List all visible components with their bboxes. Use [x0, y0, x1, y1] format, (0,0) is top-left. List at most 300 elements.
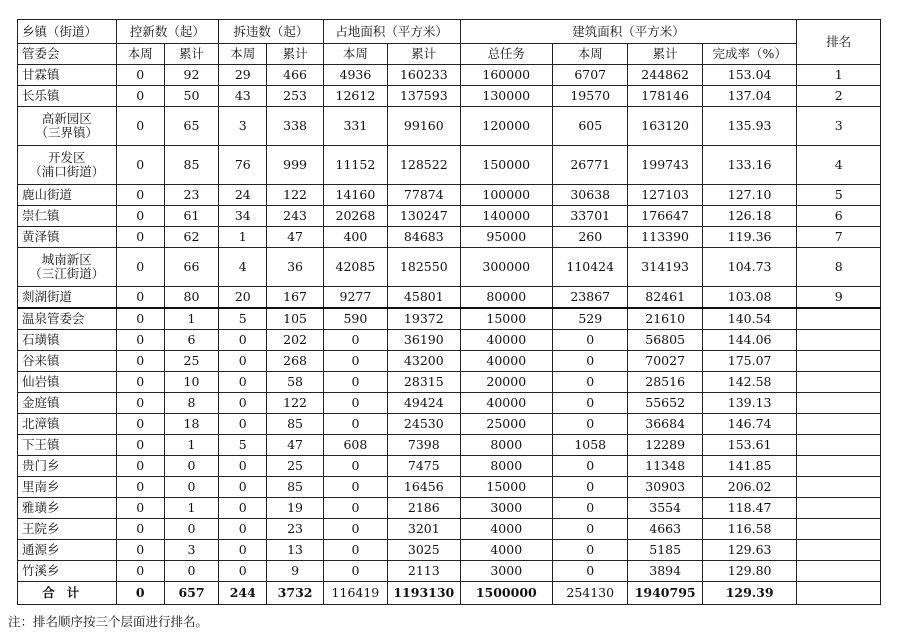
town-name-line: 金庭镇	[22, 395, 60, 410]
cell-cn-w: 0	[116, 248, 164, 287]
cell-dm-w: 0	[219, 456, 267, 477]
cell-ba-c: 127103	[628, 185, 702, 206]
cell-task: 140000	[460, 206, 553, 227]
town-name-line: 通源乡	[22, 542, 60, 557]
cell-rank: 9	[797, 287, 881, 309]
cell-la-c: 7398	[388, 435, 460, 456]
table-row	[18, 519, 881, 540]
cell-dm-w: 0	[219, 540, 267, 561]
cell-cn-c: 10	[164, 372, 218, 393]
table-body	[18, 65, 881, 582]
cell-rate: 139.13	[702, 393, 797, 414]
cell-cn-w: 0	[116, 227, 164, 248]
table-row	[18, 477, 881, 498]
cell-task: 3000	[460, 498, 553, 519]
header-week: 本周	[219, 44, 267, 65]
town-name	[18, 330, 117, 351]
cell-task: 150000	[460, 146, 553, 185]
cell-ba-w: 260	[553, 227, 628, 248]
header-week: 本周	[323, 44, 387, 65]
cell-la-c: 3201	[388, 519, 460, 540]
cell-ba-w: 605	[553, 107, 628, 146]
header-row-1	[18, 20, 881, 44]
town-name	[18, 351, 117, 372]
total-cn-cum: 657	[164, 582, 218, 605]
cell-la-c: 36190	[388, 330, 460, 351]
cell-cn-c: 65	[164, 107, 218, 146]
table-row	[18, 540, 881, 561]
cell-la-c: 16456	[388, 477, 460, 498]
header-completion-rate: 完成率（%）	[702, 44, 797, 65]
cell-task: 8000	[460, 456, 553, 477]
total-la-cum: 1193130	[388, 582, 460, 605]
cell-task: 100000	[460, 185, 553, 206]
cell-la-c: 19372	[388, 308, 460, 330]
cell-la-w: 42085	[323, 248, 387, 287]
cell-cn-w: 0	[116, 146, 164, 185]
cell-task: 15000	[460, 308, 553, 330]
town-name	[18, 519, 117, 540]
cell-cn-c: 61	[164, 206, 218, 227]
town-name	[18, 561, 117, 582]
town-name	[18, 227, 117, 248]
town-name-line: 黄泽镇	[22, 229, 60, 244]
town-name-line: （浦口街道）	[29, 164, 105, 179]
cell-task: 300000	[460, 248, 553, 287]
cell-dm-c: 85	[267, 477, 323, 498]
cell-ba-c: 70027	[628, 351, 702, 372]
cell-la-c: 2113	[388, 561, 460, 582]
table-row	[18, 351, 881, 372]
cell-cn-c: 25	[164, 351, 218, 372]
cell-cn-w: 0	[116, 372, 164, 393]
cell-dm-w: 76	[219, 146, 267, 185]
cell-ba-c: 113390	[628, 227, 702, 248]
cell-rank: 8	[797, 248, 881, 287]
cell-ba-c: 199743	[628, 146, 702, 185]
cell-cn-c: 0	[164, 477, 218, 498]
cell-task: 40000	[460, 330, 553, 351]
cell-cn-w: 0	[116, 65, 164, 86]
town-name-line: 谷来镇	[22, 353, 60, 368]
cell-ba-c: 12289	[628, 435, 702, 456]
cell-task: 40000	[460, 351, 553, 372]
cell-dm-w: 0	[219, 414, 267, 435]
cell-dm-w: 0	[219, 561, 267, 582]
town-name-line: 崇仁镇	[22, 208, 60, 223]
header-land-area: 占地面积（平方米）	[323, 20, 460, 44]
footnote: 注：排名顺序按三个层面进行排名。	[8, 614, 209, 629]
cell-la-c: 128522	[388, 146, 460, 185]
town-name-line: 里南乡	[22, 479, 60, 494]
cell-cn-c: 0	[164, 456, 218, 477]
cell-la-c: 130247	[388, 206, 460, 227]
cell-la-w: 0	[323, 372, 387, 393]
cell-cn-w: 0	[116, 477, 164, 498]
cell-dm-c: 338	[267, 107, 323, 146]
cell-ba-c: 55652	[628, 393, 702, 414]
town-name-line: （三界镇）	[35, 125, 99, 140]
cell-la-w: 0	[323, 477, 387, 498]
header-town-2: 管委会	[18, 44, 117, 65]
cell-rank	[797, 435, 881, 456]
cell-rank	[797, 330, 881, 351]
cell-la-c: 182550	[388, 248, 460, 287]
cell-dm-c: 85	[267, 414, 323, 435]
table-row	[18, 107, 881, 146]
cell-task: 25000	[460, 414, 553, 435]
cell-ba-w: 0	[553, 477, 628, 498]
cell-cn-w: 0	[116, 330, 164, 351]
cell-la-w: 400	[323, 227, 387, 248]
town-name-line: 竹溪乡	[22, 563, 60, 578]
town-name	[18, 185, 117, 206]
cell-dm-w: 34	[219, 206, 267, 227]
total-rate: 129.39	[702, 582, 797, 605]
cell-cn-w: 0	[116, 287, 164, 309]
cell-ba-w: 30638	[553, 185, 628, 206]
cell-dm-w: 1	[219, 227, 267, 248]
cell-la-c: 24530	[388, 414, 460, 435]
cell-la-w: 4936	[323, 65, 387, 86]
total-row	[18, 582, 881, 605]
cell-ba-c: 314193	[628, 248, 702, 287]
cell-la-w: 14160	[323, 185, 387, 206]
cell-la-c: 99160	[388, 107, 460, 146]
cell-task: 95000	[460, 227, 553, 248]
cell-cn-w: 0	[116, 498, 164, 519]
cell-rate: 118.47	[702, 498, 797, 519]
cell-task: 4000	[460, 540, 553, 561]
cell-cn-w: 0	[116, 185, 164, 206]
cell-ba-c: 3554	[628, 498, 702, 519]
town-name-line: 开发区	[48, 150, 86, 165]
cell-ba-c: 178146	[628, 86, 702, 107]
town-name	[18, 107, 117, 146]
town-name-line: 贵门乡	[22, 458, 60, 473]
cell-rate: 129.80	[702, 561, 797, 582]
cell-ba-w: 0	[553, 540, 628, 561]
cell-rate: 135.93	[702, 107, 797, 146]
cell-la-w: 0	[323, 393, 387, 414]
cell-rate: 141.85	[702, 456, 797, 477]
town-name	[18, 65, 117, 86]
cell-la-w: 0	[323, 561, 387, 582]
cell-rate: 127.10	[702, 185, 797, 206]
cell-dm-w: 0	[219, 393, 267, 414]
table-row	[18, 435, 881, 456]
town-name	[18, 206, 117, 227]
cell-cn-c: 50	[164, 86, 218, 107]
town-name-line: 鹿山街道	[22, 187, 73, 202]
cell-task: 8000	[460, 435, 553, 456]
town-name-line: 剡湖街道	[22, 289, 73, 304]
cell-cn-w: 0	[116, 308, 164, 330]
total-cn-week: 0	[116, 582, 164, 605]
total-label: 合计	[18, 582, 117, 605]
cell-rate: 146.74	[702, 414, 797, 435]
town-name-line: 甘霖镇	[22, 67, 60, 82]
cell-cn-c: 66	[164, 248, 218, 287]
cell-dm-w: 43	[219, 86, 267, 107]
total-ba-week: 254130	[553, 582, 628, 605]
cell-rate: 126.18	[702, 206, 797, 227]
town-name	[18, 456, 117, 477]
cell-cn-w: 0	[116, 86, 164, 107]
cell-dm-c: 47	[267, 227, 323, 248]
cell-ba-c: 11348	[628, 456, 702, 477]
cell-rate: 103.08	[702, 287, 797, 309]
town-name-line: 仙岩镇	[22, 374, 60, 389]
cell-dm-w: 20	[219, 287, 267, 309]
cell-la-c: 77874	[388, 185, 460, 206]
cell-la-w: 12612	[323, 86, 387, 107]
cell-dm-c: 23	[267, 519, 323, 540]
cell-cn-c: 92	[164, 65, 218, 86]
table-row	[18, 65, 881, 86]
cell-dm-w: 0	[219, 477, 267, 498]
town-name	[18, 435, 117, 456]
cell-dm-w: 24	[219, 185, 267, 206]
cell-task: 80000	[460, 287, 553, 309]
cell-cn-c: 1	[164, 308, 218, 330]
cell-la-c: 28315	[388, 372, 460, 393]
cell-rank	[797, 477, 881, 498]
town-name-line: 王院乡	[22, 521, 60, 536]
cell-la-w: 11152	[323, 146, 387, 185]
cell-cn-c: 3	[164, 540, 218, 561]
cell-dm-c: 47	[267, 435, 323, 456]
cell-task: 40000	[460, 393, 553, 414]
cell-dm-w: 0	[219, 519, 267, 540]
table-row	[18, 185, 881, 206]
header-control-new: 控新数（起）	[116, 20, 219, 44]
header-building-area: 建筑面积（平方米）	[460, 20, 797, 44]
cell-rate: 137.04	[702, 86, 797, 107]
cell-cn-c: 23	[164, 185, 218, 206]
cell-cn-c: 1	[164, 498, 218, 519]
cell-la-w: 0	[323, 330, 387, 351]
cell-task: 120000	[460, 107, 553, 146]
cell-rank: 4	[797, 146, 881, 185]
header-rank: 排名	[797, 20, 881, 65]
cell-ba-w: 110424	[553, 248, 628, 287]
total-task: 1500000	[460, 582, 553, 605]
header-town: 乡镇（街道）	[18, 20, 117, 44]
cell-rate: 142.58	[702, 372, 797, 393]
header-row-2	[18, 44, 881, 65]
town-name-line: 长乐镇	[22, 88, 60, 103]
cell-cn-w: 0	[116, 107, 164, 146]
cell-rank	[797, 351, 881, 372]
cell-ba-c: 56805	[628, 330, 702, 351]
town-name	[18, 287, 117, 309]
cell-task: 160000	[460, 65, 553, 86]
cell-rank	[797, 414, 881, 435]
cell-cn-c: 8	[164, 393, 218, 414]
table-row	[18, 287, 881, 309]
town-name-line: （三江街道）	[29, 266, 105, 281]
cell-cn-c: 1	[164, 435, 218, 456]
cell-la-c: 43200	[388, 351, 460, 372]
cell-ba-w: 6707	[553, 65, 628, 86]
cell-ba-w: 0	[553, 351, 628, 372]
cell-dm-c: 268	[267, 351, 323, 372]
cell-rate: 104.73	[702, 248, 797, 287]
cell-dm-c: 36	[267, 248, 323, 287]
cell-la-w: 0	[323, 351, 387, 372]
cell-ba-w: 0	[553, 330, 628, 351]
cell-dm-c: 19	[267, 498, 323, 519]
town-name-line: 温泉管委会	[22, 311, 85, 326]
cell-rate: 175.07	[702, 351, 797, 372]
table-row	[18, 498, 881, 519]
cell-ba-c: 244862	[628, 65, 702, 86]
cell-task: 20000	[460, 372, 553, 393]
cell-dm-c: 167	[267, 287, 323, 309]
cell-la-w: 608	[323, 435, 387, 456]
cell-cn-w: 0	[116, 206, 164, 227]
table-row	[18, 248, 881, 287]
table-row	[18, 393, 881, 414]
cell-dm-c: 25	[267, 456, 323, 477]
table-row	[18, 330, 881, 351]
cell-ba-c: 82461	[628, 287, 702, 309]
table-row	[18, 372, 881, 393]
cell-dm-c: 253	[267, 86, 323, 107]
cell-ba-w: 0	[553, 414, 628, 435]
cell-task: 4000	[460, 519, 553, 540]
town-name-line: 雅璜乡	[22, 500, 60, 515]
cell-la-c: 84683	[388, 227, 460, 248]
total-dm-cum: 3732	[267, 582, 323, 605]
total-rank	[797, 582, 881, 605]
total-la-week: 116419	[323, 582, 387, 605]
cell-dm-w: 0	[219, 372, 267, 393]
town-name-line: 北漳镇	[22, 416, 60, 431]
town-name-line: 高新园区	[41, 111, 92, 126]
cell-cn-w: 0	[116, 435, 164, 456]
cell-rate: 153.04	[702, 65, 797, 86]
cell-cn-w: 0	[116, 351, 164, 372]
cell-cn-c: 0	[164, 561, 218, 582]
cell-rank: 1	[797, 65, 881, 86]
cell-rate: 140.54	[702, 308, 797, 330]
cell-ba-w: 0	[553, 498, 628, 519]
cell-ba-c: 176647	[628, 206, 702, 227]
town-name	[18, 308, 117, 330]
cell-dm-w: 5	[219, 308, 267, 330]
cell-la-w: 0	[323, 540, 387, 561]
cell-la-w: 9277	[323, 287, 387, 309]
cell-ba-w: 529	[553, 308, 628, 330]
cell-cn-w: 0	[116, 393, 164, 414]
cell-ba-w: 0	[553, 519, 628, 540]
town-name	[18, 540, 117, 561]
cell-la-w: 590	[323, 308, 387, 330]
cell-ba-c: 4663	[628, 519, 702, 540]
cell-la-c: 2186	[388, 498, 460, 519]
cell-la-c: 49424	[388, 393, 460, 414]
cell-cn-c: 0	[164, 519, 218, 540]
cell-dm-w: 0	[219, 330, 267, 351]
town-name-line: 石璜镇	[22, 332, 60, 347]
header-total-task: 总任务	[460, 44, 553, 65]
cell-task: 130000	[460, 86, 553, 107]
table-row	[18, 86, 881, 107]
cell-rank: 2	[797, 86, 881, 107]
cell-dm-c: 999	[267, 146, 323, 185]
town-name	[18, 146, 117, 185]
cell-dm-c: 122	[267, 393, 323, 414]
cell-dm-c: 13	[267, 540, 323, 561]
header-cumulative: 累计	[267, 44, 323, 65]
cell-dm-w: 3	[219, 107, 267, 146]
table-row	[18, 146, 881, 185]
cell-rank	[797, 393, 881, 414]
table-row	[18, 206, 881, 227]
cell-rank	[797, 308, 881, 330]
cell-la-c: 160233	[388, 65, 460, 86]
cell-rate: 144.06	[702, 330, 797, 351]
table-row	[18, 561, 881, 582]
cell-cn-c: 62	[164, 227, 218, 248]
header-week: 本周	[553, 44, 628, 65]
town-name	[18, 372, 117, 393]
cell-ba-w: 26771	[553, 146, 628, 185]
cell-la-w: 0	[323, 519, 387, 540]
cell-dm-w: 5	[219, 435, 267, 456]
cell-rate: 129.63	[702, 540, 797, 561]
cell-cn-c: 85	[164, 146, 218, 185]
table-row	[18, 456, 881, 477]
cell-task: 3000	[460, 561, 553, 582]
total-dm-week: 244	[219, 582, 267, 605]
cell-ba-w: 0	[553, 561, 628, 582]
header-cumulative: 累计	[388, 44, 460, 65]
cell-ba-w: 0	[553, 372, 628, 393]
cell-cn-c: 6	[164, 330, 218, 351]
cell-dm-c: 58	[267, 372, 323, 393]
cell-cn-w: 0	[116, 519, 164, 540]
cell-rank	[797, 372, 881, 393]
cell-rate: 133.16	[702, 146, 797, 185]
cell-ba-w: 1058	[553, 435, 628, 456]
town-name	[18, 477, 117, 498]
table-row	[18, 308, 881, 330]
town-name	[18, 86, 117, 107]
town-name-line: 下王镇	[22, 437, 60, 452]
cell-cn-c: 80	[164, 287, 218, 309]
cell-rate: 116.58	[702, 519, 797, 540]
cell-ba-w: 33701	[553, 206, 628, 227]
cell-ba-w: 0	[553, 456, 628, 477]
town-name	[18, 393, 117, 414]
table-row	[18, 227, 881, 248]
cell-rank	[797, 456, 881, 477]
cell-dm-c: 202	[267, 330, 323, 351]
cell-ba-c: 3894	[628, 561, 702, 582]
header-demolish: 拆违数（起）	[219, 20, 324, 44]
cell-dm-w: 4	[219, 248, 267, 287]
cell-la-c: 7475	[388, 456, 460, 477]
cell-la-c: 3025	[388, 540, 460, 561]
cell-la-w: 0	[323, 456, 387, 477]
cell-ba-c: 5185	[628, 540, 702, 561]
cell-ba-c: 30903	[628, 477, 702, 498]
cell-rank: 6	[797, 206, 881, 227]
cell-task: 15000	[460, 477, 553, 498]
